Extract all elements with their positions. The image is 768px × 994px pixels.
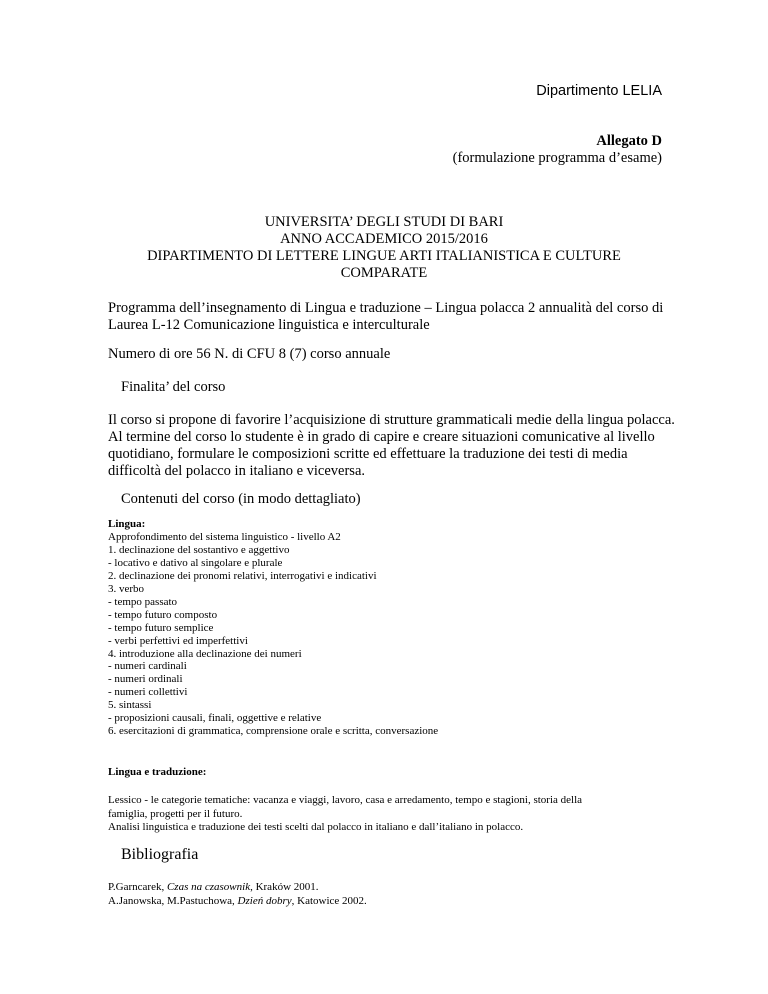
traduzione-line: Lessico - le categorie tematiche: vacanza e viaggi, lavoro, casa e arredamento, tempo e stagioni, storia della: [108, 794, 583, 806]
bib-author: A.Janowska, M.Pastuchowa,: [108, 894, 238, 907]
lingua-item: 3. verbo: [108, 582, 145, 595]
bibliografia-item: [108, 895, 367, 909]
lingua-item: - numeri collettivi: [108, 686, 188, 699]
attachment-subtitle: (formulazione programma d’esame): [452, 150, 662, 166]
lingua-item: - locativo e dativo al singolare e plurale: [108, 556, 283, 569]
bib-author: P.Garncarek,: [108, 881, 167, 893]
lingua-item: - tempo passato: [108, 595, 178, 608]
university-line-2: ANNO ACCADEMICO 2015/2016: [280, 231, 488, 247]
program-line-2: Laurea L-12 Comunicazione linguistica e interculturale: [108, 317, 430, 333]
traduzione-line: famiglia, progetti per il futuro.: [108, 807, 243, 820]
bibliografia-heading: Bibliografia: [121, 846, 199, 863]
lingua-item: 2. declinazione dei pronomi relativi, interrogativi e indicativi: [108, 569, 377, 582]
lingua-item: - numeri cardinali: [108, 660, 187, 673]
hours-credits: Numero di ore 56 N. di CFU 8 (7) corso annuale: [108, 346, 391, 362]
bib-publication: , Katowice 2002.: [291, 894, 367, 907]
finalita-line: quotidiano, formulare le composizioni scritte ed effettuare la traduzione dei testi di media: [108, 446, 628, 462]
university-line-4: COMPARATE: [340, 265, 428, 281]
lingua-item: - numeri ordinali: [108, 673, 183, 686]
lingua-item: 4. introduzione alla declinazione dei numeri: [108, 647, 302, 660]
program-description: [108, 300, 688, 334]
lingua-section: [108, 518, 688, 738]
lingua-item: 5. sintassi: [108, 699, 152, 712]
contenuti-heading: Contenuti del corso (in modo dettagliato): [121, 491, 361, 507]
lingua-item: Approfondimento del sistema linguistico - livello A2: [108, 530, 341, 543]
lingua-item: - proposizioni causali, finali, oggettive e relative: [108, 712, 322, 725]
bib-title: Dzień dobry: [237, 894, 292, 907]
bib-publication: , Kraków 2001.: [250, 881, 319, 893]
lingua-traduzione-text: [108, 794, 688, 835]
lingua-item: 1. declinazione del sostantivo e aggettivo: [108, 543, 290, 556]
university-line-3: DIPARTIMENTO DI LETTERE LINGUE ARTI ITALIANISTICA E CULTURE: [147, 248, 621, 264]
lingua-title: Lingua:: [108, 518, 146, 530]
lingua-item: - tempo futuro semplice: [108, 621, 214, 634]
finalita-line: Il corso si propone di favorire l’acquisizione di strutture grammaticali medie della lingua polacca.: [108, 412, 675, 428]
traduzione-line: Analisi linguistica e traduzione dei testi scelti dal polacco in italiano e dall’italiano in polacco.: [108, 821, 524, 834]
finalita-heading: Finalita’ del corso: [121, 379, 226, 395]
bibliografia-list: [108, 881, 367, 908]
department-name: Dipartimento LELIA: [536, 83, 662, 99]
lingua-item: - verbi perfettivi ed imperfettivi: [108, 634, 248, 647]
university-line-1: UNIVERSITA’ DEGLI STUDI DI BARI: [264, 214, 504, 230]
program-line-1: Programma dell’insegnamento di Lingua e traduzione – Lingua polacca 2 annualità del corso di: [108, 300, 664, 316]
lingua-traduzione-title: Lingua e traduzione:: [108, 766, 207, 778]
university-heading: [100, 214, 668, 282]
lingua-item: - tempo futuro composto: [108, 608, 218, 621]
bibliografia-item: [108, 881, 367, 895]
finalita-line: difficoltà del polacco in italiano e viceversa.: [108, 463, 365, 479]
attachment-block: [453, 133, 662, 167]
finalita-text: [108, 412, 688, 480]
bib-title: Czas na czasownik: [166, 881, 251, 893]
lingua-item: 6. esercitazioni di grammatica, comprensione orale e scritta, conversazione: [108, 725, 439, 738]
attachment-title: Allegato D: [596, 133, 662, 149]
finalita-line: Al termine del corso lo studente è in grado di capire e creare situazioni comunicative al livello: [108, 429, 655, 445]
